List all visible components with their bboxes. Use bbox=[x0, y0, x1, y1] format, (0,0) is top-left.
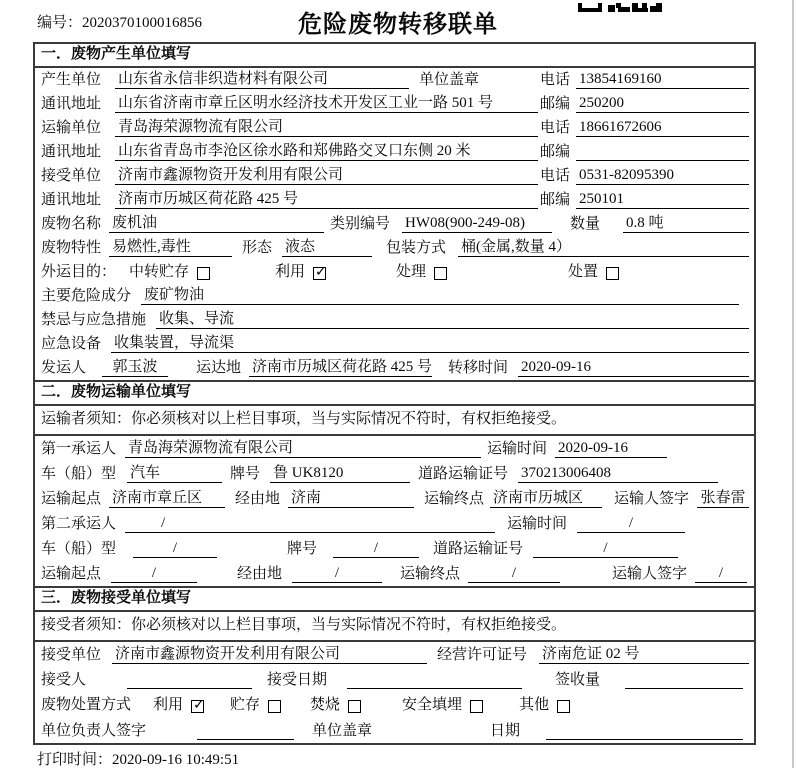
vehicle-type-label: 车（船）型 bbox=[41, 541, 117, 557]
page-edge-line bbox=[792, 0, 794, 768]
receive-unit-label: 接受单位 bbox=[41, 647, 102, 663]
plate-label: 牌号 bbox=[230, 466, 261, 482]
zip-label: 邮编 bbox=[540, 96, 571, 112]
producer-label: 产生单位 bbox=[41, 72, 102, 88]
route-end-value: / bbox=[468, 564, 560, 583]
receiver-address-value: 济南市历城区荷花路 425 号 bbox=[115, 190, 538, 209]
row-second-route bbox=[35, 561, 754, 586]
transporter-zip-value bbox=[576, 142, 749, 161]
address-label: 通讯地址 bbox=[41, 144, 102, 160]
acceptor-value bbox=[127, 670, 252, 689]
plate-value: 鲁 UK8120 bbox=[270, 464, 410, 483]
row-hazard-components bbox=[35, 284, 754, 308]
waste-code-value: HW08(900-249-08) bbox=[402, 214, 552, 233]
route-end-label: 运输终点 bbox=[424, 491, 485, 507]
producer-phone-group bbox=[540, 68, 749, 89]
road-permit-label: 道路运输证号 bbox=[418, 466, 509, 482]
first-carrier-label: 第一承运人 bbox=[41, 441, 117, 457]
manifest-form-table bbox=[33, 42, 756, 745]
hazard-label: 主要危险成分 bbox=[41, 288, 132, 304]
vehicle-type-value: 汽车 bbox=[127, 464, 222, 483]
row-transfer-purpose bbox=[35, 260, 754, 284]
producer-address-value: 山东省济南市章丘区明水经济技术开发区工业一路 501 号 bbox=[115, 94, 538, 113]
transporter-label: 运输单位 bbox=[41, 120, 102, 136]
producer-zip-value: 250200 bbox=[576, 94, 749, 113]
serial-value: 2020370100016856 bbox=[82, 15, 203, 31]
zip-label: 邮编 bbox=[540, 192, 571, 208]
taboo-value: 收集、导流 bbox=[156, 310, 749, 329]
transporter-address-value: 山东省青岛市李沧区徐水路和郑佛路交叉口东侧 20 米 bbox=[115, 142, 538, 161]
equipment-label: 应急设备 bbox=[41, 336, 102, 352]
route-via-label: 经由地 bbox=[235, 491, 281, 507]
address-label: 通讯地址 bbox=[41, 192, 102, 208]
disposal-other-checkbox bbox=[557, 700, 570, 713]
transport-time-label: 运输时间 bbox=[507, 516, 568, 532]
row-acceptance bbox=[35, 667, 754, 692]
carrier-sign-label: 运输人签字 bbox=[614, 491, 690, 507]
packing-value: 桶(金属,数量 4） bbox=[458, 238, 749, 257]
row-responsible-signature bbox=[35, 717, 754, 743]
zip-label: 邮编 bbox=[540, 144, 571, 160]
carrier-sign-value: 张春雷 bbox=[697, 489, 749, 508]
row-transporter-address bbox=[35, 140, 754, 164]
producer-phone-value: 13854169160 bbox=[576, 70, 749, 89]
disposal-storage-checkbox bbox=[268, 700, 281, 713]
producer-zip-group bbox=[540, 92, 749, 113]
receiver-value: 济南市鑫源物资开发利用有限公司 bbox=[115, 166, 538, 185]
road-permit-label: 道路运输证号 bbox=[433, 541, 524, 557]
carrier-sign-value: / bbox=[695, 564, 747, 583]
hazard-value: 废矿物油 bbox=[141, 286, 739, 305]
row-first-route bbox=[35, 486, 754, 511]
purpose-option-treat: 处理 bbox=[396, 264, 427, 280]
route-via-label: 经由地 bbox=[237, 566, 283, 582]
plate-label: 牌号 bbox=[287, 541, 318, 557]
disposal-option-landfill: 安全填埋 bbox=[402, 697, 463, 713]
waste-form-value: 液态 bbox=[282, 238, 372, 257]
route-start-label: 运输起点 bbox=[41, 491, 102, 507]
shipper-label: 发运人 bbox=[41, 360, 87, 376]
shipper-value: 郭玉波 bbox=[102, 358, 168, 377]
section-receive bbox=[35, 586, 754, 743]
unit-stamp-label: 单位盖章 bbox=[312, 723, 373, 739]
disposal-utilize-checkbox bbox=[191, 700, 204, 713]
license-value: 济南危证 02 号 bbox=[539, 645, 749, 664]
date-label: 日期 bbox=[490, 723, 521, 739]
phone-label: 电话 bbox=[540, 72, 571, 88]
road-permit-value: 370213006408 bbox=[518, 464, 718, 483]
transport-time-value: / bbox=[577, 514, 685, 533]
route-via-value: 济南 bbox=[288, 489, 414, 508]
disposal-option-other: 其他 bbox=[519, 697, 550, 713]
plate-value: / bbox=[333, 539, 419, 558]
row-second-vehicle bbox=[35, 536, 754, 561]
destination-value: 济南市历城区荷花路 425 号 bbox=[249, 358, 432, 377]
transporter-phone-value: 18661672606 bbox=[576, 118, 749, 137]
purpose-dispose-checkbox bbox=[606, 267, 619, 280]
producer-value: 山东省永信非织造材料有限公司 bbox=[115, 70, 409, 89]
road-permit-value: / bbox=[533, 539, 678, 558]
purpose-utilize-checkbox bbox=[313, 267, 326, 280]
phone-label: 电话 bbox=[540, 120, 571, 136]
waste-form-label: 形态 bbox=[242, 240, 273, 256]
row-waste-name bbox=[35, 212, 754, 236]
row-disposal-method bbox=[35, 692, 754, 717]
waste-props-label: 废物特性 bbox=[41, 240, 102, 256]
carrier-sign-label: 运输人签字 bbox=[612, 566, 688, 582]
disposal-option-storage: 贮存 bbox=[230, 697, 261, 713]
address-label: 通讯地址 bbox=[41, 96, 102, 112]
section-transport-title: 二．废物运输单位填写 bbox=[35, 380, 754, 406]
destination-label: 运达地 bbox=[196, 360, 242, 376]
date-value bbox=[546, 721, 743, 740]
receiver-zip-group bbox=[540, 188, 749, 209]
disposal-incinerate-checkbox bbox=[348, 700, 361, 713]
transporter-phone-group bbox=[540, 116, 749, 137]
transport-time-label: 运输时间 bbox=[487, 441, 548, 457]
receiver-phone-value: 0531-82095390 bbox=[576, 166, 749, 185]
receive-unit-value: 济南市鑫源物资开发利用有限公司 bbox=[112, 645, 427, 664]
transporter-value: 青岛海荣源物流有限公司 bbox=[115, 118, 538, 137]
taboo-label: 禁忌与应急措施 bbox=[41, 312, 147, 328]
transport-notice: 运输者须知：你必须核对以上栏目事项，当与实际情况不符时，有权拒绝接受。 bbox=[35, 406, 754, 436]
vehicle-type-value: / bbox=[133, 539, 217, 558]
disposal-option-incinerate: 焚烧 bbox=[310, 697, 341, 713]
accept-date-label: 接受日期 bbox=[267, 672, 328, 688]
second-carrier-value: / bbox=[125, 514, 495, 533]
route-start-label: 运输起点 bbox=[41, 566, 102, 582]
receive-notice: 接受者须知：你必须核对以上栏目事项，当与实际情况不符时，有权拒绝接受。 bbox=[35, 612, 754, 642]
purpose-treat-checkbox bbox=[434, 267, 447, 280]
qr-code-icon bbox=[578, 0, 666, 18]
license-label: 经营许可证号 bbox=[437, 647, 528, 663]
disposal-option-utilize: 利用 bbox=[153, 697, 184, 713]
receiver-label: 接受单位 bbox=[41, 168, 102, 184]
receipt-amount-label: 签收量 bbox=[555, 672, 601, 688]
second-carrier-label: 第二承运人 bbox=[41, 516, 117, 532]
phone-label: 电话 bbox=[540, 168, 571, 184]
purpose-option-storage: 中转贮存 bbox=[129, 264, 190, 280]
row-receiver-address bbox=[35, 188, 754, 212]
waste-props-value: 易燃性,毒性 bbox=[109, 238, 232, 257]
print-time-label: 打印时间： bbox=[37, 752, 113, 768]
unit-stamp-label: 单位盖章 bbox=[419, 72, 480, 88]
waste-qty-value: 0.8 吨 bbox=[623, 214, 749, 233]
purpose-storage-checkbox bbox=[197, 267, 210, 280]
row-receiver bbox=[35, 164, 754, 188]
row-producer-address bbox=[35, 92, 754, 116]
print-time-value: 2020-09-16 10:49:51 bbox=[112, 752, 240, 768]
responsible-sign-value bbox=[197, 721, 294, 740]
print-time-line bbox=[37, 748, 239, 768]
transfer-time-label: 转移时间 bbox=[448, 360, 509, 376]
row-first-carrier bbox=[35, 436, 754, 461]
route-start-value: / bbox=[111, 564, 197, 583]
section-producer-title: 一．废物产生单位填写 bbox=[35, 44, 754, 68]
transporter-zip-group bbox=[540, 140, 749, 161]
row-emergency-equipment bbox=[35, 332, 754, 356]
equipment-value: 收集装置，导流渠 bbox=[111, 334, 749, 353]
packing-label: 包装方式 bbox=[386, 240, 447, 256]
row-second-carrier bbox=[35, 511, 754, 536]
section-receive-title: 三．废物接受单位填写 bbox=[35, 586, 754, 612]
accept-date-value bbox=[347, 670, 522, 689]
waste-code-label: 类别编号 bbox=[330, 216, 391, 232]
purpose-option-utilize: 利用 bbox=[275, 264, 306, 280]
waste-qty-label: 数量 bbox=[570, 216, 601, 232]
route-end-value: 济南市历城区 bbox=[490, 489, 602, 508]
receiver-phone-group bbox=[540, 164, 749, 185]
responsible-sign-label: 单位负责人签字 bbox=[41, 723, 147, 739]
transport-time-value: 2020-09-16 bbox=[555, 439, 667, 458]
acceptor-label: 接受人 bbox=[41, 672, 87, 688]
section-producer bbox=[35, 44, 754, 380]
serial-label: 编号： bbox=[37, 15, 83, 31]
row-waste-props bbox=[35, 236, 754, 260]
row-transporter bbox=[35, 116, 754, 140]
disposal-label: 废物处置方式 bbox=[41, 697, 132, 713]
row-shipper bbox=[35, 356, 754, 380]
vehicle-type-label: 车（船）型 bbox=[41, 466, 117, 482]
section-transport bbox=[35, 380, 754, 586]
waste-name-label: 废物名称 bbox=[41, 216, 102, 232]
route-end-label: 运输终点 bbox=[400, 566, 461, 582]
disposal-landfill-checkbox bbox=[470, 700, 483, 713]
purpose-option-dispose: 处置 bbox=[568, 264, 599, 280]
row-taboo-measures bbox=[35, 308, 754, 332]
first-carrier-value: 青岛海荣源物流有限公司 bbox=[125, 439, 481, 458]
purpose-label: 外运目的： bbox=[41, 264, 117, 280]
row-producer bbox=[35, 68, 754, 92]
row-receive-unit bbox=[35, 642, 754, 667]
transfer-time-value: 2020-09-16 bbox=[518, 358, 749, 377]
route-via-value: / bbox=[292, 564, 382, 583]
route-start-value: 济南市章丘区 bbox=[109, 489, 225, 508]
waste-name-value: 废机油 bbox=[109, 214, 324, 233]
receipt-amount-value bbox=[625, 670, 743, 689]
row-first-vehicle bbox=[35, 461, 754, 486]
page-title: 危险废物转移联单 bbox=[298, 12, 498, 38]
receiver-zip-value: 250101 bbox=[576, 190, 749, 209]
